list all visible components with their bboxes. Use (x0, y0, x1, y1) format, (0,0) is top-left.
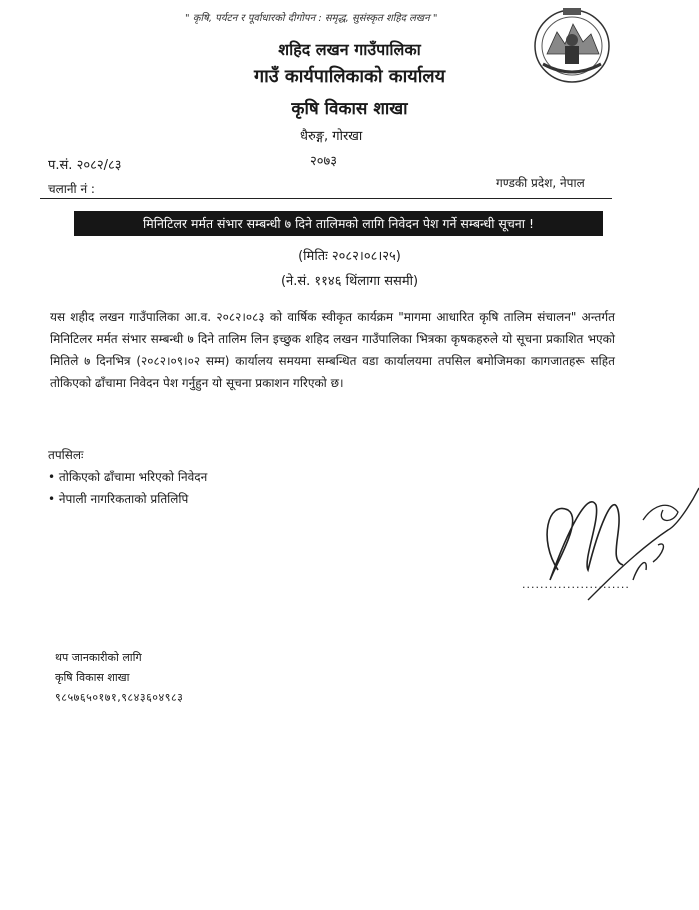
municipality-name: शहिद लखन गाउँपालिका (278, 40, 421, 59)
header-divider (40, 198, 612, 199)
list-item: • तोकिएको ढाँचामा भरिएको निवेदन (48, 470, 208, 484)
signature-line: ........................ (522, 578, 630, 591)
established-year: २०७३ (310, 154, 338, 169)
footer-section: कृषि विकास शाखा (55, 671, 130, 684)
section-name: कृषि विकास शाखा (291, 99, 408, 119)
motto-text: " कृषि, पर्यटन र पूर्वाधारको दीगोपन : समृद्ध, सुसंस्कृत शहिद लखन " (185, 13, 438, 24)
notice-title: मिनिटिलर मर्मत संभार सम्बन्धी ७ दिने तालिमको लागि निवेदन पेश गर्ने सम्बन्धी सूचना ! (74, 211, 603, 236)
list-item: • नेपाली नागरिकताको प्रतिलिपि (48, 492, 189, 506)
footer-contact-label: थप जानकारीको लागि (55, 651, 142, 664)
office-name: गाउँ कार्यपालिकाको कार्यालय (253, 66, 446, 87)
nepal-sambat-date: (ने.सं. ११४६ थिंलागा ससमी) (280, 274, 419, 289)
office-address: धैरुङ्ग, गोरखा (300, 129, 363, 144)
province-text: गण्डकी प्रदेश, नेपाल (496, 176, 585, 190)
footer-phones: ९८५७६५०१७१,९८४३६०४९८३ (55, 691, 184, 704)
notice-body: यस शहीद लखन गाउँपालिका आ.व. २०८२।०८३ को वार्षिक स्वीकृत कार्यक्रम "मागमा आधारित कृषि तालिम संचालन" अन्तर्गत मिनिटिलर मर्मत संभार सम्बन्धी ७ दिने तालिम लिन इच्छुक शहिद लखन गाउँपालिका भित्रका कृषकहरुले यो सूचना प्रकाशित भएको मितिले ७ दिनभित्र (२०८२।०९।०२ सम्म) कार्यालय समयमा सम्बन्धित वडा कार्यालयमा तपसिल बमोजिमका कागजातहरू सहित तोकिएको ढाँचामा निवेदन पेश गर्नुहुन यो सूचना प्रकाशन गरिएको छ। (50, 310, 615, 390)
list-heading: तपसिलः (48, 448, 84, 462)
fiscal-year-ref: प.सं. २०८२/८३ (48, 158, 122, 173)
chalani-number: चलानी नं : (48, 182, 95, 196)
notice-date: (मितिः २०८२।०८।२५) (298, 249, 401, 264)
